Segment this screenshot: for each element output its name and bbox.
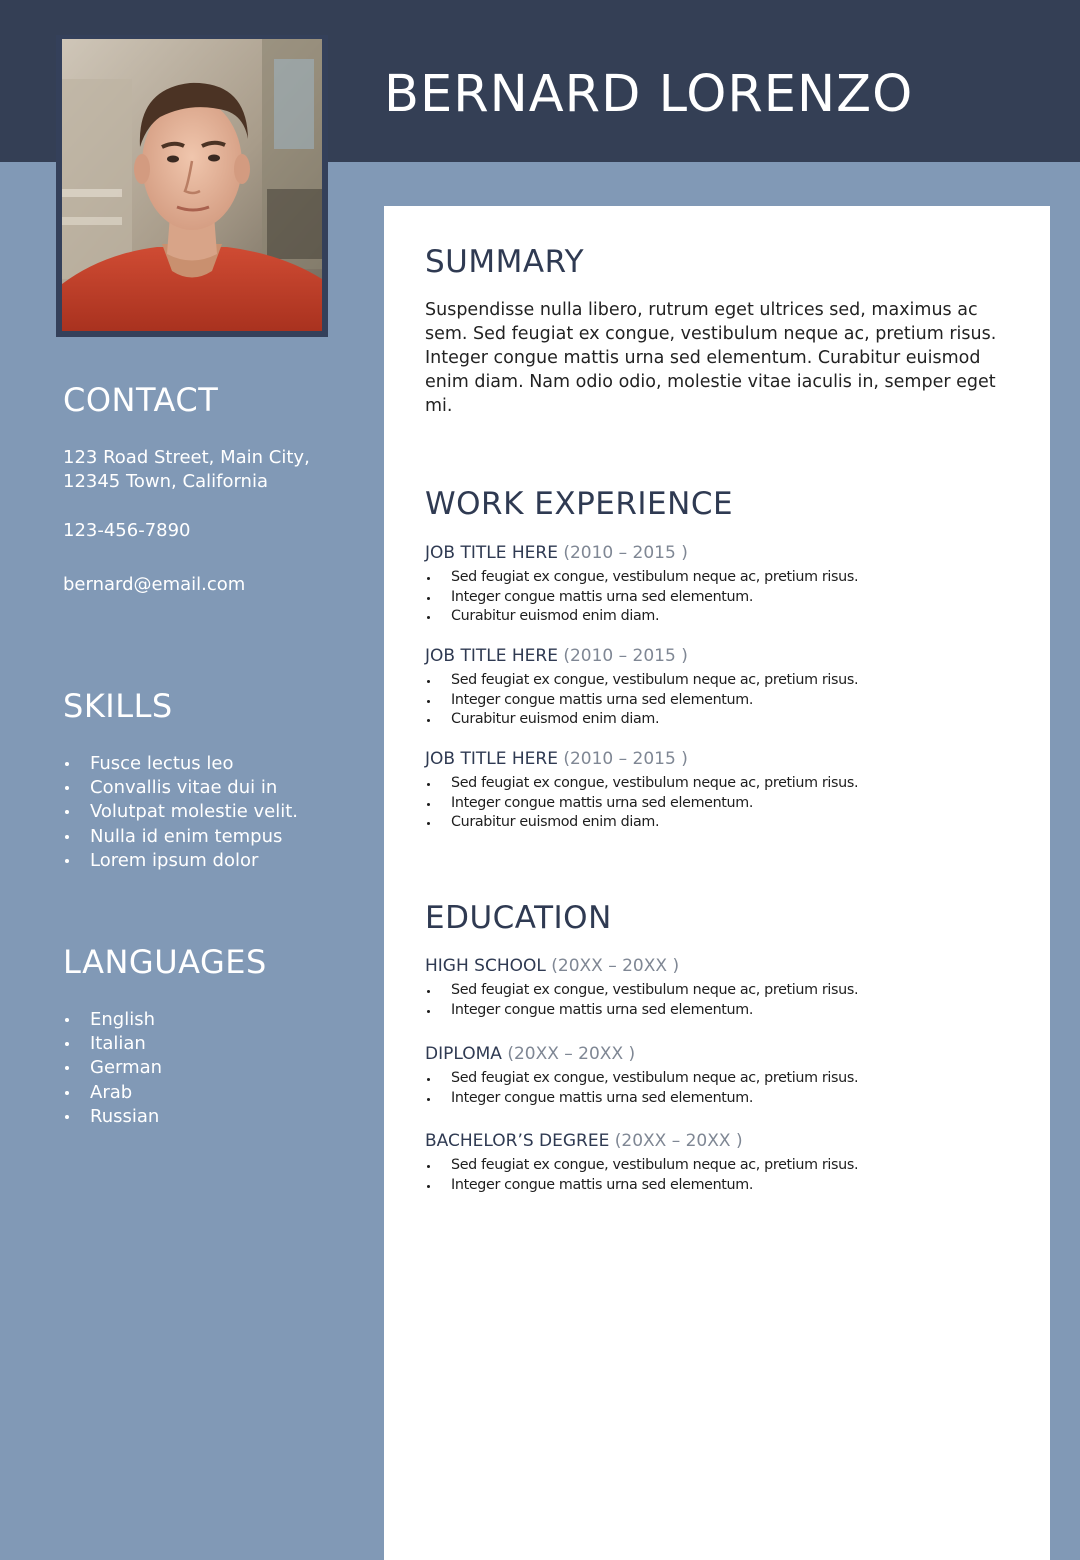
summary-text: Suspendisse nulla libero, rutrum eget ultrices sed, maximus ac sem. Sed feugiat ex congue, vestibulum neque ac, pretium risus. Integer congue mattis urna sed elementum. Curabitur euismod enim diam. Nam odio odio, molestie vitae iaculis in, semper eget mi. <box>425 300 997 416</box>
job-bullet: Curabitur euismod enim diam. <box>425 813 1025 833</box>
job-title-line <box>425 541 1025 565</box>
education-bullets <box>425 981 1025 1020</box>
education-entry <box>425 954 1025 1020</box>
job-title: JOB TITLE HERE <box>425 646 558 666</box>
education-bullet: Integer congue mattis urna sed elementum. <box>425 1089 1025 1109</box>
skills-heading: SKILLS <box>63 687 173 725</box>
job-dates: (2010 – 2015 ) <box>563 646 688 666</box>
job-bullet: Curabitur euismod enim diam. <box>425 710 1025 730</box>
work-experience-heading: WORK EXPERIENCE <box>425 486 734 522</box>
job-bullets <box>425 671 1025 730</box>
education-title: BACHELOR’S DEGREE <box>425 1131 610 1151</box>
address-line-1: 123 Road Street, Main City, <box>63 447 310 468</box>
skill-item: Volutpat molestie velit. <box>63 800 363 824</box>
education-dates: (20XX – 20XX ) <box>551 956 680 976</box>
education-bullet: Sed feugiat ex congue, vestibulum neque ac, pretium risus. <box>425 1069 1025 1089</box>
education-entry <box>425 1042 1025 1108</box>
education-bullets <box>425 1156 1025 1195</box>
job-dates: (2010 – 2015 ) <box>563 749 688 769</box>
education-bullets <box>425 1069 1025 1108</box>
job-entry <box>425 747 1025 833</box>
job-bullet: Curabitur euismod enim diam. <box>425 607 1025 627</box>
contact-heading: CONTACT <box>63 381 219 419</box>
education-bullet: Integer congue mattis urna sed elementum. <box>425 1001 1025 1021</box>
job-bullets <box>425 774 1025 833</box>
job-bullet: Sed feugiat ex congue, vestibulum neque ac, pretium risus. <box>425 774 1025 794</box>
job-bullet: Integer congue mattis urna sed elementum. <box>425 691 1025 711</box>
job-title: JOB TITLE HERE <box>425 749 558 769</box>
job-bullet: Integer congue mattis urna sed elementum. <box>425 794 1025 814</box>
education-title-line <box>425 954 1025 978</box>
content-card <box>384 206 1050 1560</box>
candidate-name: BERNARD LORENZO <box>384 65 914 124</box>
language-item: Russian <box>63 1105 363 1129</box>
job-title-line <box>425 644 1025 668</box>
education-entry <box>425 1129 1025 1195</box>
job-bullets <box>425 568 1025 627</box>
education-title-line <box>425 1042 1025 1066</box>
portrait-illustration <box>62 39 322 331</box>
education-dates: (20XX – 20XX ) <box>614 1131 743 1151</box>
job-bullet: Sed feugiat ex congue, vestibulum neque ac, pretium risus. <box>425 671 1025 691</box>
profile-photo <box>62 39 322 331</box>
language-item: Arab <box>63 1081 363 1105</box>
job-title-line <box>425 747 1025 771</box>
job-bullet: Integer congue mattis urna sed elementum. <box>425 588 1025 608</box>
education-title: DIPLOMA <box>425 1044 502 1064</box>
skill-item: Fusce lectus leo <box>63 752 363 776</box>
job-entry <box>425 644 1025 730</box>
language-item: German <box>63 1056 363 1080</box>
job-dates: (2010 – 2015 ) <box>563 543 688 563</box>
job-bullet: Sed feugiat ex congue, vestibulum neque ac, pretium risus. <box>425 568 1025 588</box>
languages-heading: LANGUAGES <box>63 943 267 981</box>
education-bullet: Sed feugiat ex congue, vestibulum neque ac, pretium risus. <box>425 1156 1025 1176</box>
education-dates: (20XX – 20XX ) <box>507 1044 636 1064</box>
education-title: HIGH SCHOOL <box>425 956 546 976</box>
address-line-2: 12345 Town, California <box>63 471 268 492</box>
contact-phone: 123-456-7890 <box>63 520 191 541</box>
skill-item: Nulla id enim tempus <box>63 825 363 849</box>
contact-email[interactable]: bernard@email.com <box>63 574 246 595</box>
education-title-line <box>425 1129 1025 1153</box>
photo-frame <box>56 35 328 337</box>
skill-item: Lorem ipsum dolor <box>63 849 363 873</box>
languages-list <box>63 1008 363 1129</box>
contact-address <box>63 446 363 494</box>
language-item: Italian <box>63 1032 363 1056</box>
skill-item: Convallis vitae dui in <box>63 776 363 800</box>
education-heading: EDUCATION <box>425 900 612 936</box>
language-item: English <box>63 1008 363 1032</box>
education-bullet: Sed feugiat ex congue, vestibulum neque ac, pretium risus. <box>425 981 1025 1001</box>
skills-list <box>63 752 363 873</box>
job-title: JOB TITLE HERE <box>425 543 558 563</box>
job-entry <box>425 541 1025 627</box>
summary-heading: SUMMARY <box>425 244 585 280</box>
education-bullet: Integer congue mattis urna sed elementum. <box>425 1176 1025 1196</box>
